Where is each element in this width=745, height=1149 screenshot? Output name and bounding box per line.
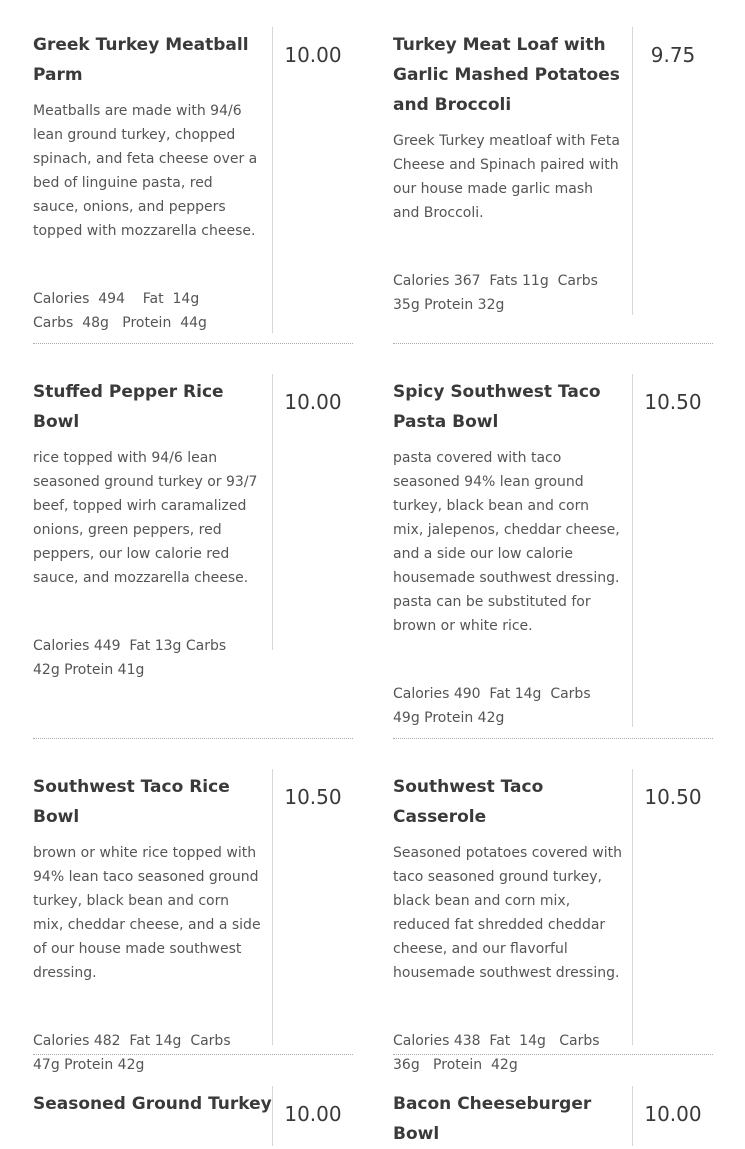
menu-item-nutrition: Calories 494 Fat 14g Carbs 48g Protein 44g [33,291,213,331]
menu-item-price: 10.50 [644,785,702,809]
menu-item-info [393,769,633,1073]
menu-item-nutrition: Calories 482 Fat 14g Carbs 47g Protein 42g [33,1033,236,1073]
menu-item-price: 10.00 [284,1102,342,1126]
menu-item-name: Southwest Taco Rice Bowl [33,777,230,827]
menu-item-description: Seasoned potatoes covered with taco seasoned ground turkey, black bean and corn mix, reduced fat shredded cheddar cheese, and our flavorful housemade southwest dressing. [393,845,622,981]
menu-item-name: Greek Turkey Meatball Parm [33,35,249,85]
menu-item-info [393,1086,633,1146]
menu-item-description: pasta covered with taco seasoned 94% lean ground turkey, black bean and corn mix, jalepenos, cheddar cheese, and a side our low calorie housemade southwest dressing. pasta can be substituted for brown or white rice. [393,450,620,634]
menu-item-price: 10.50 [644,390,702,414]
menu-item-description: Greek Turkey meatloaf with Feta Cheese and Spinach paired with our house made garlic mash and Broccoli. [393,133,620,221]
menu-item-name: Southwest Taco Casserole [393,777,544,827]
item-divider [393,343,713,344]
menu-item-nutrition: Calories 490 Fat 14g Carbs 49g Protein 42g [393,686,596,726]
menu-item-name: Bacon Cheeseburger Bowl [393,1094,592,1144]
menu-item-nutrition: Calories 367 Fats 11g Carbs 35g Protein 32g [393,273,603,313]
item-divider [33,1054,353,1055]
menu-item-name: Spicy Southwest Taco Pasta Bowl [393,382,601,432]
menu-item-price: 10.00 [644,1102,702,1126]
menu-item-info [33,1086,273,1146]
item-divider [33,738,353,739]
menu-item-info [393,27,633,315]
menu-item-info [33,374,273,678]
menu-item-info [33,769,273,1073]
menu-item-price: 10.00 [284,43,342,67]
menu-item-name: Seasoned Ground Turkey [33,1094,272,1114]
item-divider [393,738,713,739]
menu-item-price: 10.50 [284,785,342,809]
menu-item-description: brown or white rice topped with 94% lean taco seasoned ground turkey, black bean and corn mix, cheddar cheese, and a side of our house made southwest dressing. [33,845,261,981]
menu-item-info [33,27,273,333]
menu-item-name: Turkey Meat Loaf with Garlic Mashed Potatoes and Broccoli [393,35,620,115]
item-divider [393,1054,713,1055]
menu-item-name: Stuffed Pepper Rice Bowl [33,382,224,432]
menu-item-price: 9.75 [650,43,696,67]
menu-item-description: Meatballs are made with 94/6 lean ground turkey, chopped spinach, and feta cheese over a bed of linguine pasta, red sauce, onions, and peppers topped with mozzarella cheese. [33,103,258,239]
menu-item-info [393,374,633,727]
menu-item-nutrition: Calories 438 Fat 14g Carbs 36g Protein 42g [393,1033,609,1073]
menu-item-nutrition: Calories 449 Fat 13g Carbs 42g Protein 41g [33,638,231,678]
item-divider [33,343,353,344]
menu-item-description: rice topped with 94/6 lean seasoned ground turkey or 93/7 beef, topped wirh caramalized onions, green peppers, red peppers, our low calorie red sauce, and mozzarella cheese. [33,450,258,586]
menu-item-price: 10.00 [284,390,342,414]
